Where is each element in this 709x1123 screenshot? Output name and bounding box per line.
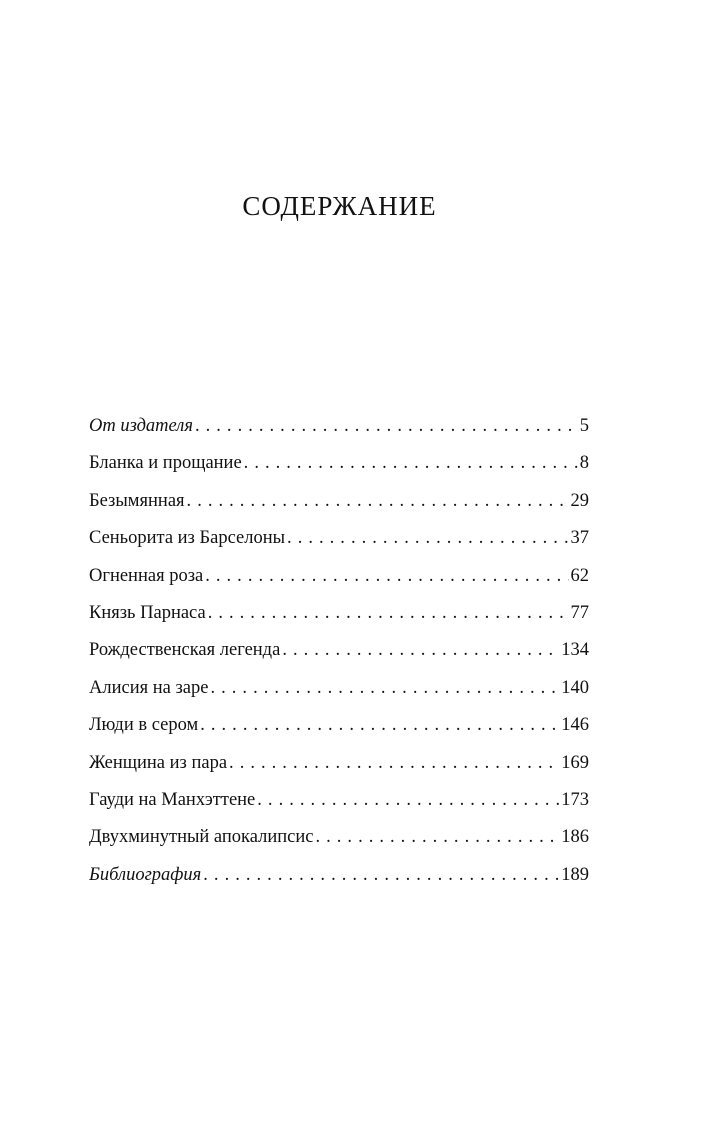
toc-entry-page-number: 37 — [570, 528, 589, 549]
toc-entry-title: Рождественская легенда — [89, 640, 281, 661]
toc-entry-title: Алисия на заре — [89, 677, 209, 698]
toc-entry-page-number: 146 — [561, 715, 589, 736]
dot-leader — [210, 670, 559, 707]
dot-leader — [282, 632, 559, 669]
toc-entry-title: От издателя — [89, 416, 193, 436]
toc-entry[interactable] — [89, 707, 589, 744]
toc-entry-page-number: 189 — [561, 864, 589, 885]
toc-entry-title: Двухминутный апокалипсис — [89, 827, 314, 848]
toc-entry-title: Гауди на Манхэттене — [89, 789, 256, 810]
toc-entry-page-number: 5 — [579, 416, 589, 436]
toc-entry-title: Бланка и прощание — [89, 453, 242, 474]
toc-entry-page-number: 62 — [570, 565, 589, 586]
toc-entry-page-number: 77 — [570, 602, 589, 623]
toc-entry[interactable] — [89, 745, 589, 782]
toc-entry[interactable] — [89, 520, 589, 557]
dot-leader — [205, 558, 568, 595]
dot-leader — [244, 445, 578, 482]
toc-entry-title: Библиография — [89, 864, 202, 885]
dot-leader — [287, 520, 568, 557]
toc-entry[interactable] — [89, 632, 589, 669]
toc-entry-title: Сеньорита из Барселоны — [89, 528, 286, 549]
toc-entry-title: Князь Парнаса — [89, 602, 206, 623]
dot-leader — [229, 745, 559, 782]
toc-entry-page-number: 134 — [561, 640, 589, 661]
toc-entry-page-number: 186 — [561, 827, 589, 848]
toc-entry-title: Люди в сером — [89, 715, 199, 736]
toc-entry[interactable] — [89, 483, 589, 520]
toc-entry-page-number: 29 — [570, 490, 589, 511]
toc-entry[interactable] — [89, 819, 589, 856]
toc-entry-title: Безымянная — [89, 490, 185, 511]
toc-entry-page-number: 8 — [579, 453, 589, 474]
toc-entry-title: Огненная роза — [89, 565, 204, 586]
toc-entry[interactable] — [89, 857, 589, 894]
toc-entry[interactable] — [89, 670, 589, 707]
toc-entry[interactable] — [89, 445, 589, 482]
dot-leader — [187, 483, 569, 520]
page-title: СОДЕРЖАНИЕ — [242, 191, 437, 221]
toc-entry-page-number: 169 — [561, 752, 589, 773]
dot-leader — [203, 857, 559, 894]
dot-leader — [195, 408, 578, 445]
dot-leader — [200, 707, 559, 744]
toc-entry[interactable] — [89, 408, 589, 445]
dot-leader — [257, 782, 559, 819]
toc-entry-page-number: 140 — [561, 677, 589, 698]
dot-leader — [315, 819, 559, 856]
toc-entry[interactable] — [89, 782, 589, 819]
toc-entry-title: Женщина из пара — [89, 752, 228, 773]
toc-entry[interactable] — [89, 595, 589, 632]
table-of-contents — [89, 408, 589, 894]
dot-leader — [208, 595, 569, 632]
toc-entry-page-number: 173 — [561, 789, 589, 810]
toc-entry[interactable] — [89, 558, 589, 595]
